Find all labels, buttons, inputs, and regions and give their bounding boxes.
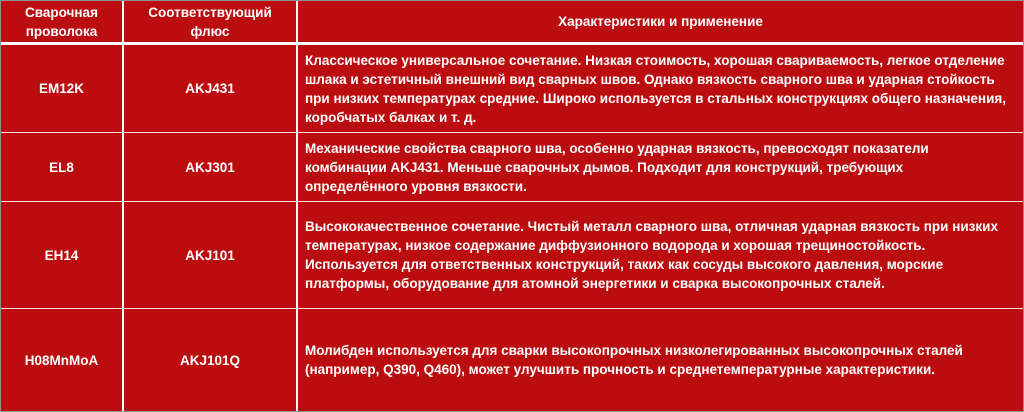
flux-cell: [124, 202, 298, 309]
header-row: [1, 1, 1023, 45]
header-cell-wire: [1, 1, 124, 45]
flux-value: AKJ101: [185, 247, 235, 263]
flux-value: AKJ431: [185, 81, 235, 96]
flux-cell: [124, 133, 298, 202]
wire-value: EM12K: [38, 81, 84, 96]
wire-cell: [1, 309, 124, 411]
wire-cell: [1, 133, 124, 202]
characteristics-cell: [298, 133, 1023, 202]
wire-value: H08MnMoA: [24, 352, 99, 368]
wire-value: EH14: [44, 247, 79, 263]
table-row-em12k: [1, 45, 1023, 133]
table-row-h08mnmoa: [1, 309, 1023, 411]
flux-cell: [124, 45, 298, 133]
flux-value: AKJ301: [185, 159, 235, 175]
header-cell-characteristics: [298, 1, 1023, 45]
characteristics-cell: [298, 309, 1023, 411]
characteristics-cell: [298, 202, 1023, 309]
wire-cell: [1, 45, 124, 133]
flux-value: AKJ101Q: [179, 352, 241, 368]
characteristics-text: Молибден используется для сварки высокопрочных низколегированных высокопрочных сталей (например, Q390, Q460), может улучшить прочность и среднетемпературные характеристики.: [305, 343, 963, 377]
header-cell-flux: [124, 1, 298, 45]
characteristics-text: Механические свойства сварного шва, особенно ударная вязкость, превосходят показатели комбинации AKJ431. Меньше сварочных дымов. Подходит для конструкций, требующих определённого уровня вязкости.: [305, 140, 929, 194]
header-label-characteristics: Характеристики и применение: [558, 14, 763, 29]
wire-cell: [1, 202, 124, 309]
header-label-flux: Соответствующий флюс: [148, 4, 272, 39]
characteristics-cell: [298, 45, 1023, 133]
table-row-el8: [1, 133, 1023, 202]
flux-cell: [124, 309, 298, 411]
header-label-wire: Сварочная проволока: [25, 4, 98, 39]
characteristics-text: Высококачественное сочетание. Чистый металл сварного шва, отличная ударная вязкость при низких температурах, низкое содержание диффузионного водорода и хорошая трещиностойкость. Используется для ответственных конструкций, таких как сосуды высокого давления, морские платформы, оборудование для атомной энергетики и сварка высокопрочных сталей.: [305, 219, 998, 291]
wire-value: EL8: [49, 159, 74, 175]
table-row-eh14: [1, 202, 1023, 309]
characteristics-text: Классическое универсальное сочетание. Низкая стоимость, хорошая свариваемость, легкое отделение шлака и эстетичный внешний вид сварных швов. Однако вязкость сварного шва и ударная стойкость при низких температурах средние. Широко используется в стальных конструкциях общего назначения, коробчатых балках и т. д.: [305, 52, 1007, 125]
